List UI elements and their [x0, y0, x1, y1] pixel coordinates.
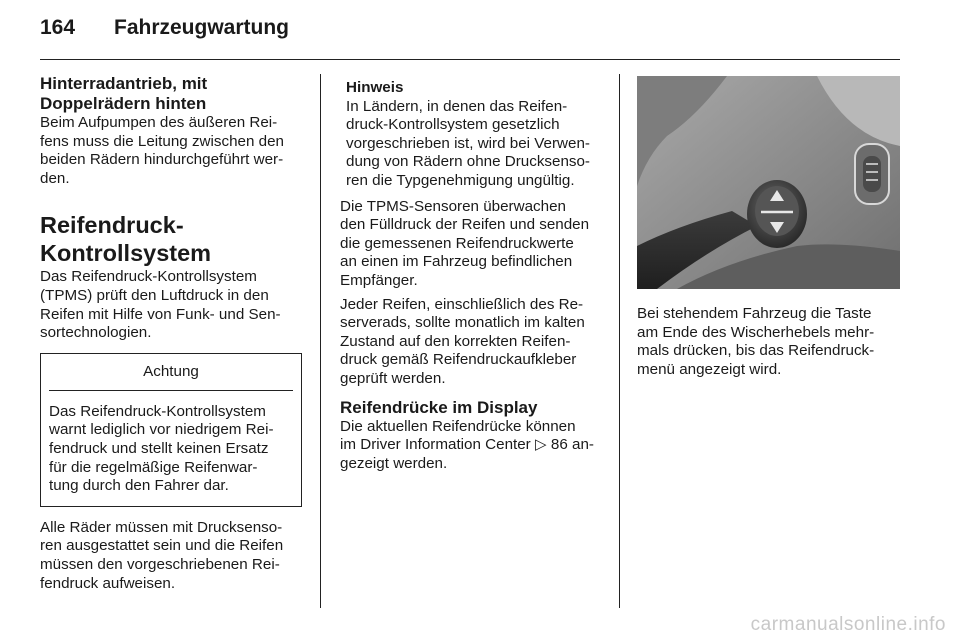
column-1: [40, 74, 302, 593]
paragraph-rear-drive: Beim Aufpumpen des äußeren Rei- fens muss die Leitung zwischen den beiden Rädern hindurchgeführt wer- den.: [40, 114, 284, 187]
watermark: carmanualsonline.info: [750, 614, 946, 635]
chapter-title: Fahrzeugwartung: [114, 16, 290, 39]
header-rule: [40, 59, 900, 60]
warning-text: Das Reifendruck-Kontrollsystem warnt lediglich vor niedrigem Rei- fendruck und stellt keinen Ersatz für die regelmäßige Reifenwar- tung durch den Fahrer dar.: [49, 402, 274, 495]
page-reference: 86 an-: [550, 436, 594, 454]
heading-rear-drive: Hinterradantrieb, mit Doppelrädern hinten: [40, 74, 208, 113]
paragraph-tpms: Das Reifendruck-Kontrollsystem (TPMS) prüft den Luftdruck in den Reifen mit Hilfe von Funk- und Sen- sortechnologien.: [40, 268, 281, 342]
hint-title: Hinweis: [346, 79, 404, 96]
column-divider: [619, 74, 620, 608]
page-header: [40, 16, 289, 40]
wiper-lever-illustration: [637, 76, 900, 289]
warning-title: Achtung: [49, 354, 293, 391]
column-2: [340, 79, 602, 473]
heading-tpms: Reifendruck- Kontrollsystem: [40, 212, 212, 267]
hint-text: In Ländern, in denen das Reifen- druck-Kontrollsystem gesetzlich vorgeschrieben ist, wird bei Verwen- dung von Rädern ohne Drucksenso- ren die Typgenehmigung ungültig.: [346, 97, 590, 189]
photo-caption: Bei stehendem Fahrzeug die Taste am Ende des Wischerhebels mehr- mals drücken, bis das Reifendruck- menü angezeigt wird.: [637, 305, 875, 378]
paragraph-spare: Jeder Reifen, einschließlich des Re- serverads, sollte monatlich im kalten Zustand auf den korrekten Reifen- druck gemäß Reifendruckaufkleber geprüft werden.: [340, 295, 585, 387]
page-number: 164: [40, 16, 76, 39]
column-3: [637, 76, 900, 379]
warning-box: [40, 353, 302, 507]
page-ref-arrow-icon: ▷: [534, 436, 547, 454]
heading-display: Reifendrücke im Display: [340, 397, 538, 417]
hint-block: [340, 79, 602, 191]
paragraph-wheels: Alle Räder müssen mit Drucksenso- ren ausgestattet sein und die Reifen müssen den vorgeschriebenen Rei- fendruck aufweisen.: [40, 518, 284, 592]
wiper-lever-photo: [637, 76, 900, 289]
paragraph-display: Die aktuellen Reifendrücke können im Driver Information Center ▷ 86 an- gezeigt werden.: [340, 417, 594, 472]
column-divider: [320, 74, 321, 608]
paragraph-sensors: Die TPMS-Sensoren überwachen den Fülldruck der Reifen und senden die gemessenen Reifendruckwerte an einen im Fahrzeug befindlichen Empfänger.: [340, 197, 590, 289]
